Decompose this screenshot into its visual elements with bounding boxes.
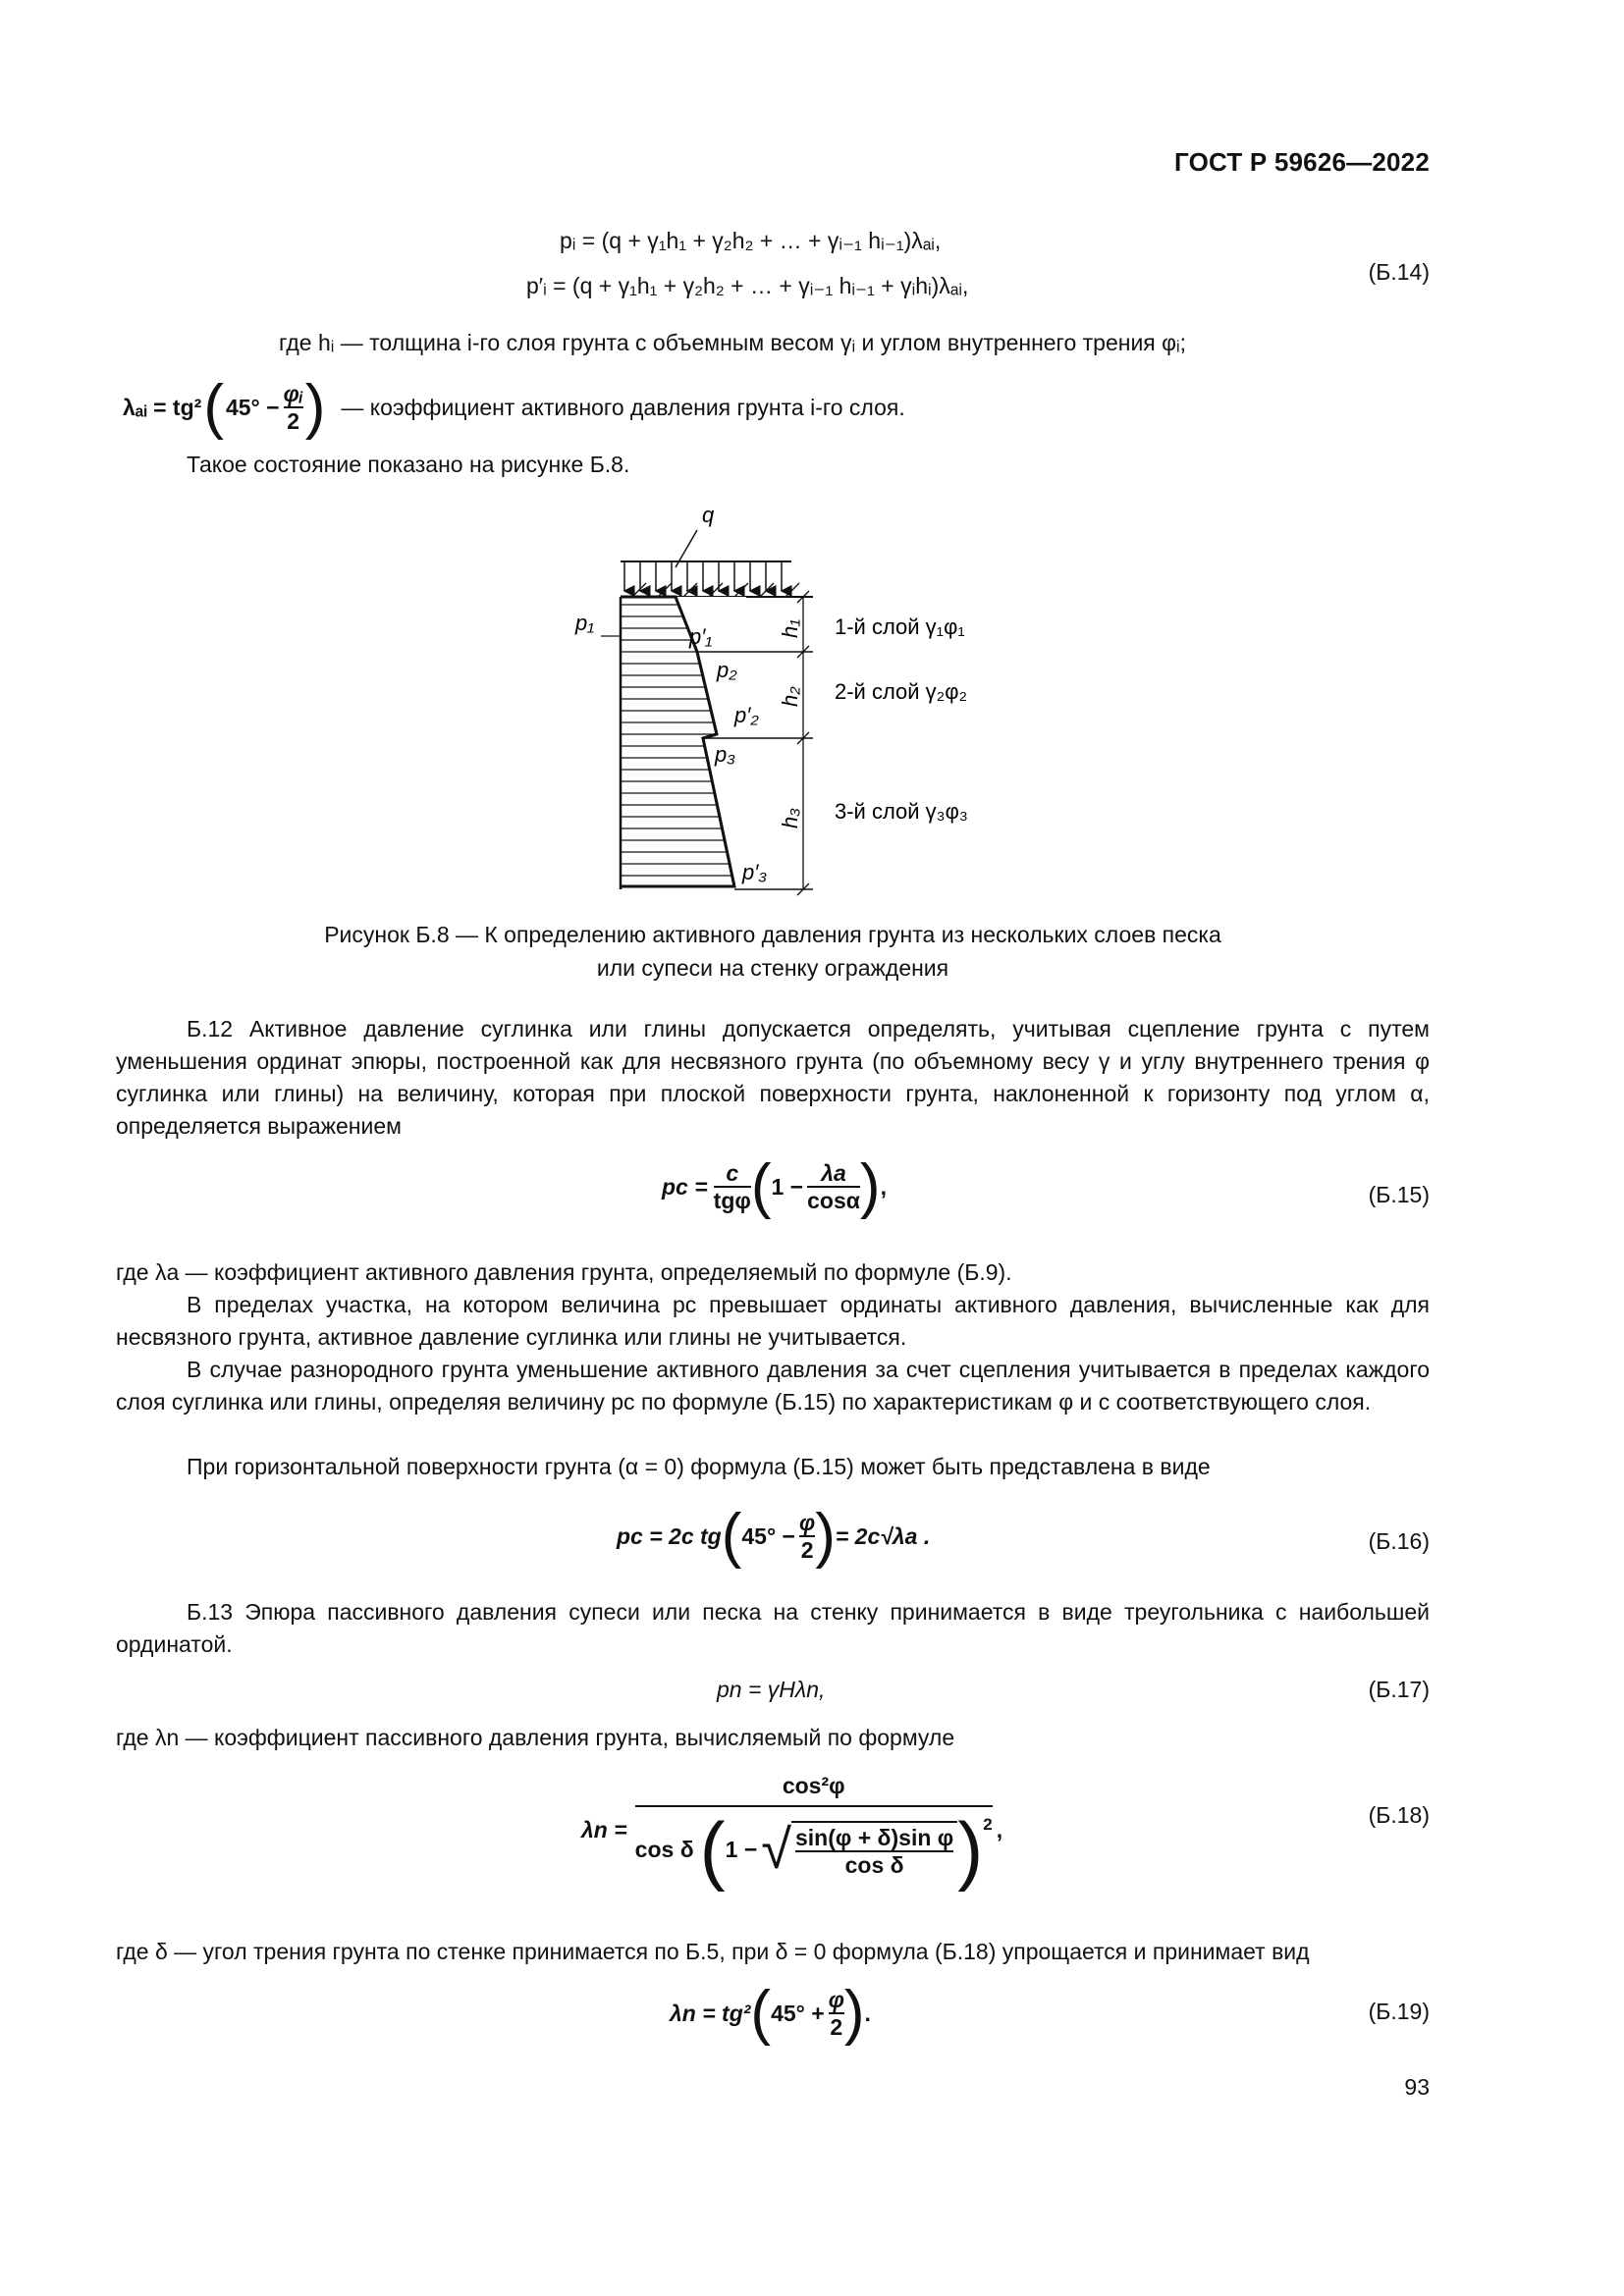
equation-b14-line1: pᵢ = (q + γ₁h₁ + γ₂h₂ + … + γᵢ₋₁ hᵢ₋₁)λₐᵢ,	[560, 228, 942, 253]
eq15-cos: cosα	[807, 1188, 860, 1213]
equation-b15	[662, 1152, 887, 1220]
equation-b19	[670, 1979, 871, 2047]
figure-label-p1: p₁	[575, 611, 595, 635]
figure-caption-line2: или супеси на стенку ограждения	[596, 955, 949, 981]
equation-b17: pn = γHλn,	[717, 1677, 826, 1702]
lambda-ai-formula	[123, 373, 905, 441]
figure-label-layer1: 1-й слой γ₁φ₁	[835, 614, 965, 639]
figure-label-p1-prime: p′₁	[689, 624, 713, 649]
figure-label-h1: h₁	[778, 618, 802, 638]
figure-label-h2: h₂	[778, 686, 802, 707]
paren-close: )	[843, 1979, 865, 2047]
eq15-lhs: pc =	[662, 1173, 708, 1200]
paren-close: )	[957, 1806, 984, 1893]
paragraph-horizontal: При горизонтальной поверхности грунта (α = 0) формула (Б.15) может быть представлена в виде	[187, 1454, 1211, 1479]
equation-number-b15: (Б.15)	[1368, 1182, 1430, 1207]
paren-open: (	[721, 1502, 742, 1570]
eq18-numerator: cos²φ	[782, 1773, 845, 1798]
eq16-rhs: = 2c√λa .	[835, 1522, 931, 1549]
where-ln-text: где λn — коэффициент пассивного давления грунта, вычисляемый по формуле	[116, 1725, 955, 1750]
eq19-end: .	[864, 2000, 871, 2026]
sqrt-icon: √	[761, 1818, 791, 1880]
eq16-phi: φ	[799, 1509, 816, 1535]
paren-open: (	[699, 1806, 726, 1893]
equation-number-b19: (Б.19)	[1368, 1999, 1430, 2024]
eq18-denominator	[634, 1805, 993, 1893]
page-number: 93	[1404, 2074, 1430, 2100]
equation-number-b18: (Б.18)	[1368, 1802, 1430, 1828]
eq15-end: ,	[880, 1173, 887, 1200]
eq19-lhs: λn = tg²	[670, 2000, 751, 2026]
figure-label-p3: p₃	[715, 742, 735, 767]
where-la-text: где λa — коэффициент активного давления грунта, определяемый по формуле (Б.9).	[116, 1259, 1012, 1285]
lambda-ai-inner: 45° −	[225, 394, 280, 420]
eq15-tg: tgφ	[713, 1188, 751, 1213]
eq18-sqrt-fraction	[791, 1821, 957, 1879]
where-hi-text: где hᵢ — толщина i-го слоя грунта с объемным весом γᵢ и углом внутреннего трения φᵢ;	[279, 330, 1187, 355]
figure-reference-text: Такое состояние показано на рисунке Б.8.	[187, 452, 630, 477]
figure-caption	[116, 918, 1430, 985]
eq16-two: 2	[800, 1537, 814, 1563]
figure-label-q: q	[702, 503, 715, 527]
paren-open: (	[203, 373, 224, 441]
paragraph-heterogeneous: В случае разнородного грунта уменьшение активного давления за счет сцепления учитывается в пределах каждого слоя суглинка или глины, определяя величину pc по формуле (Б.15) по характеристикам φ и c соответствующего слоя.	[116, 1357, 1430, 1415]
paragraph-b13: Б.13 Эпюра пассивного давления супеси или песка на стенку принимается в виде треугольника с наибольшей ординатой.	[116, 1599, 1430, 1657]
eq15-one: 1 −	[771, 1173, 804, 1200]
paragraph-range: В пределах участка, на котором величина pc превышает ординаты активного давления, вычисленные как для несвязного грунта, активное давление суглинка или глины не учитывается.	[116, 1292, 1430, 1350]
eq15-c: c	[726, 1159, 739, 1186]
equation-number-b16: (Б.16)	[1368, 1528, 1430, 1554]
eq15-fraction-c	[714, 1160, 751, 1214]
paren-open: (	[750, 1152, 772, 1220]
equation-b16	[617, 1502, 931, 1570]
figure-label-p3-prime: p′₃	[742, 860, 768, 884]
eq18-cos-delta: cos δ	[634, 1836, 694, 1862]
figure-label-p2-prime: p′₂	[734, 703, 759, 727]
paragraph-b12: Б.12 Активное давление суглинка или глины допускается определять, учитывая сцепление грунта c путем уменьшения ординат эпюры, построенной как для несвязного грунта (по объемному весу γ и углу внутреннего трения φ суглинка или глины) на величину, которая при плоской поверхности грунта, наклоненной к горизонту под углом α, определяется выражением	[116, 1016, 1430, 1139]
equation-number-b14: (Б.14)	[1368, 259, 1430, 285]
eq18-power: 2	[983, 1815, 993, 1834]
figure-label-p2: p₂	[717, 658, 737, 682]
where-delta-text: где δ — угол трения грунта по стенке принимается по Б.5, при δ = 0 формула (Б.18) упрощается и принимает вид	[116, 1939, 1310, 1964]
eq16-inner: 45° −	[741, 1522, 795, 1549]
lambda-ai-lhs: λₐᵢ = tg²	[123, 394, 202, 420]
eq18-end: ,	[996, 1817, 1003, 1842]
document-header: ГОСТ Р 59626—2022	[1174, 147, 1430, 177]
figure-caption-line1: Рисунок Б.8 — К определению активного давления грунта из нескольких слоев песка	[324, 922, 1221, 947]
figure-label-layer2: 2-й слой γ₂φ₂	[835, 679, 968, 704]
eq18-fraction	[634, 1773, 993, 1893]
paren-open: (	[750, 1979, 772, 2047]
eq19-inner: 45° +	[771, 2000, 825, 2026]
lambda-ai-desc: — коэффициент активного давления грунта i-го слоя.	[341, 394, 905, 420]
eq18-sqrt-top: sin(φ + δ)sin φ	[795, 1824, 954, 1850]
eq18-one: 1 −	[725, 1836, 758, 1862]
equation-b18	[581, 1773, 1003, 1893]
eq19-two: 2	[830, 2014, 843, 2040]
lambda-ai-phi: φᵢ	[283, 380, 303, 406]
lambda-ai-two: 2	[284, 406, 303, 434]
equation-b14-line2: p′ᵢ = (q + γ₁h₁ + γ₂h₂ + … + γᵢ₋₁ hᵢ₋₁ + γᵢhᵢ)λₐᵢ,	[526, 273, 969, 298]
paren-close: )	[815, 1502, 836, 1570]
paren-close: )	[859, 1152, 881, 1220]
paren-close: )	[304, 373, 326, 441]
figure-b8-diagram	[550, 499, 1001, 901]
equation-number-b17: (Б.17)	[1368, 1677, 1430, 1702]
eq15-la: λa	[821, 1159, 846, 1186]
eq16-fraction	[799, 1510, 815, 1564]
figure-label-h3: h₃	[778, 808, 802, 828]
eq18-lhs: λn =	[581, 1817, 627, 1842]
eq19-phi: φ	[828, 1986, 844, 2012]
eq16-lhs: pc = 2c tg	[617, 1522, 722, 1549]
eq19-fraction	[829, 1987, 844, 2041]
eq15-fraction-la	[807, 1160, 860, 1214]
eq18-sqrt-bottom: cos δ	[795, 1850, 953, 1878]
figure-label-layer3: 3-й слой γ₃φ₃	[835, 799, 968, 824]
lambda-ai-fraction	[284, 381, 303, 435]
